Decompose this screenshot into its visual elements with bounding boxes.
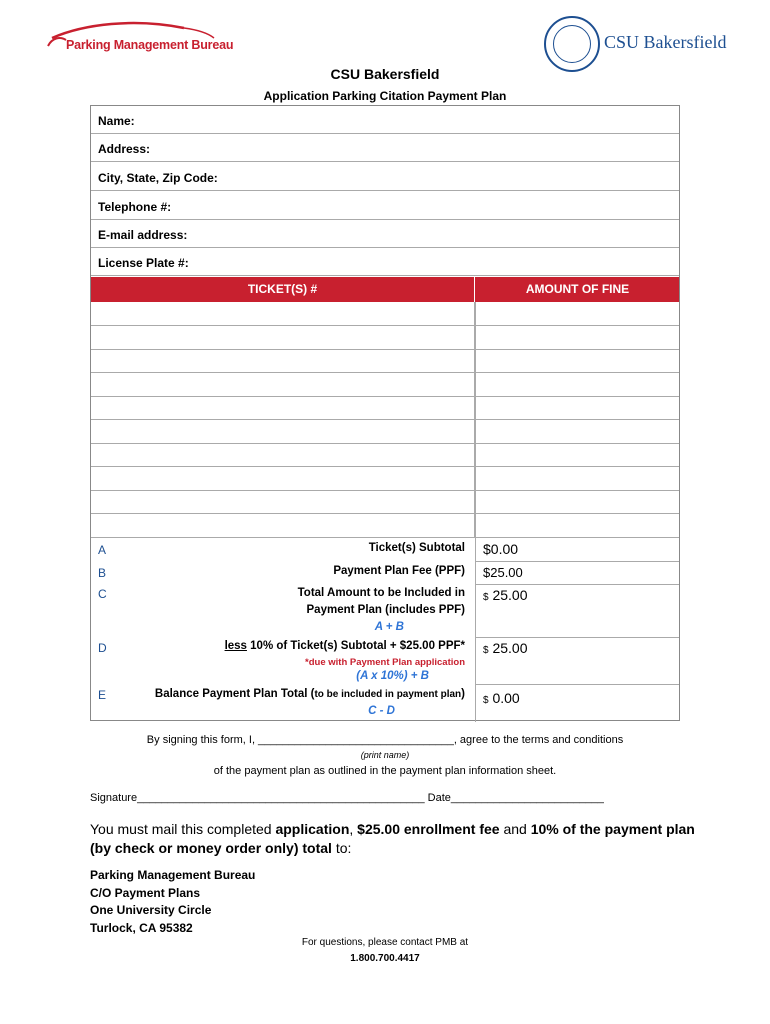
form-subtitle: Application Parking Citation Payment Plan (263, 89, 507, 103)
ticket-number-cell[interactable] (91, 443, 475, 466)
ticket-row[interactable] (91, 396, 679, 420)
row-c-dollar: $ (483, 592, 489, 603)
signature-date-line[interactable]: Signature_______________________________________________ Date_________________________ (90, 792, 604, 804)
row-b-value[interactable]: $25.00 (483, 565, 523, 580)
csub-logo-text: CSU Bakersfield (604, 32, 727, 52)
contact-phone: 1.800.700.4417 (350, 953, 420, 964)
tickets-column-header: TICKET(S) # (91, 277, 475, 302)
row-c-amount: 25.00 (492, 587, 528, 603)
row-e-value[interactable] (483, 690, 520, 706)
row-d-note: *due with Payment Plan application (305, 657, 465, 668)
row-e-label-end: ) (461, 688, 465, 700)
ticket-row[interactable] (91, 420, 679, 444)
ticket-number-cell[interactable] (91, 490, 475, 513)
mail-text-4: to: (331, 840, 352, 856)
row-e-amount: 0.00 (492, 690, 520, 706)
row-d-letter: D (98, 641, 107, 655)
row-d-label (225, 640, 465, 652)
ticket-number-cell[interactable] (91, 349, 475, 372)
row-d-value[interactable] (483, 640, 528, 656)
city-state-zip-field[interactable]: City, State, Zip Code: (91, 163, 679, 191)
address-line: One University Circle (90, 903, 212, 917)
mail-bold-3: 10% of the payment plan (by check or money order only) total (90, 821, 695, 856)
row-c-label-line2: Payment Plan (includes PPF) (306, 604, 465, 616)
row-c-formula: A + B (374, 621, 404, 633)
amount-column-header: AMOUNT OF FINE (525, 282, 630, 296)
row-c-value[interactable] (483, 587, 528, 603)
ticket-row[interactable] (91, 514, 679, 538)
mail-bold-2: $25.00 enrollment fee (357, 821, 500, 837)
tickets-table-header (91, 277, 679, 302)
ticket-row[interactable] (91, 467, 679, 491)
row-a-label: Ticket(s) Subtotal (368, 542, 465, 554)
row-c-letter: C (98, 587, 107, 601)
email-field[interactable]: E-mail address: (91, 220, 679, 248)
address-line: C/O Payment Plans (90, 885, 201, 900)
contact-text: For questions, please contact PMB at (301, 937, 469, 948)
row-a-dollar: $ (483, 541, 491, 557)
ticket-row[interactable] (91, 490, 679, 514)
pmb-logo-text: Parking Management Bureau (66, 38, 234, 52)
row-d-formula: (A x 10%) + B (356, 670, 429, 682)
row-d-less: less (224, 640, 247, 652)
mailing-address (90, 867, 255, 937)
ticket-row[interactable] (91, 326, 679, 350)
row-b-label: Payment Plan Fee (PPF) (333, 565, 465, 577)
mail-bold-1: application (275, 821, 350, 837)
ticket-number-cell[interactable] (91, 514, 475, 537)
row-e-label-small: to be included in payment plan (314, 689, 462, 700)
row-d-amount: 25.00 (492, 640, 528, 656)
telephone-field[interactable]: Telephone #: (91, 192, 679, 220)
row-e-letter: E (98, 688, 107, 702)
row-a-amount: 0.00 (490, 541, 519, 557)
address-line: Turlock, CA 95382 (90, 920, 193, 935)
row-a-value[interactable] (483, 541, 518, 557)
license-plate-field[interactable]: License Plate #: (91, 248, 679, 276)
ticket-number-cell[interactable] (91, 373, 475, 396)
agreement-line-2: of the payment plan as outlined in the payment plan information sheet. (213, 765, 557, 777)
mail-text-2: , (349, 821, 358, 837)
ticket-row[interactable] (91, 302, 679, 326)
row-e-dollar: $ (483, 695, 489, 706)
ticket-row[interactable] (91, 349, 679, 373)
application-form (90, 105, 680, 721)
mail-text-1: You must mail this completed (90, 821, 276, 837)
row-d-label-rest: 10% of Ticket(s) Subtotal + $25.00 PPF* (246, 640, 465, 652)
row-c-label-line1: Total Amount to be Included in (297, 587, 465, 599)
row-a-letter: A (98, 543, 107, 557)
parking-management-bureau-logo (44, 16, 244, 62)
row-d-dollar: $ (483, 645, 489, 656)
ticket-row[interactable] (91, 443, 679, 467)
ticket-row[interactable] (91, 373, 679, 397)
ticket-number-cell[interactable] (91, 326, 475, 349)
mail-text-3: and (499, 821, 531, 837)
university-seal-icon (544, 16, 600, 72)
print-name-caption: (print name) (360, 750, 410, 760)
ticket-number-cell[interactable] (91, 467, 475, 490)
row-e-label-main: Balance Payment Plan Total ( (154, 688, 315, 700)
ticket-number-cell[interactable] (91, 420, 475, 443)
page-title: CSU Bakersfield (330, 66, 440, 82)
table-divider (475, 302, 476, 722)
row-b-letter: B (98, 566, 107, 580)
address-line: Parking Management Bureau (90, 868, 256, 882)
name-field[interactable]: Name: (91, 106, 679, 134)
address-field[interactable]: Address: (91, 134, 679, 162)
ticket-number-cell[interactable] (91, 396, 475, 419)
agreement-line-1: By signing this form, I, ________________________________, agree to the terms and conditions (146, 734, 624, 746)
row-e-formula: C - D (368, 705, 395, 717)
mail-instructions (90, 820, 700, 858)
ticket-number-cell[interactable] (91, 302, 475, 325)
csu-bakersfield-logo (544, 16, 734, 72)
row-e-label (155, 688, 465, 700)
